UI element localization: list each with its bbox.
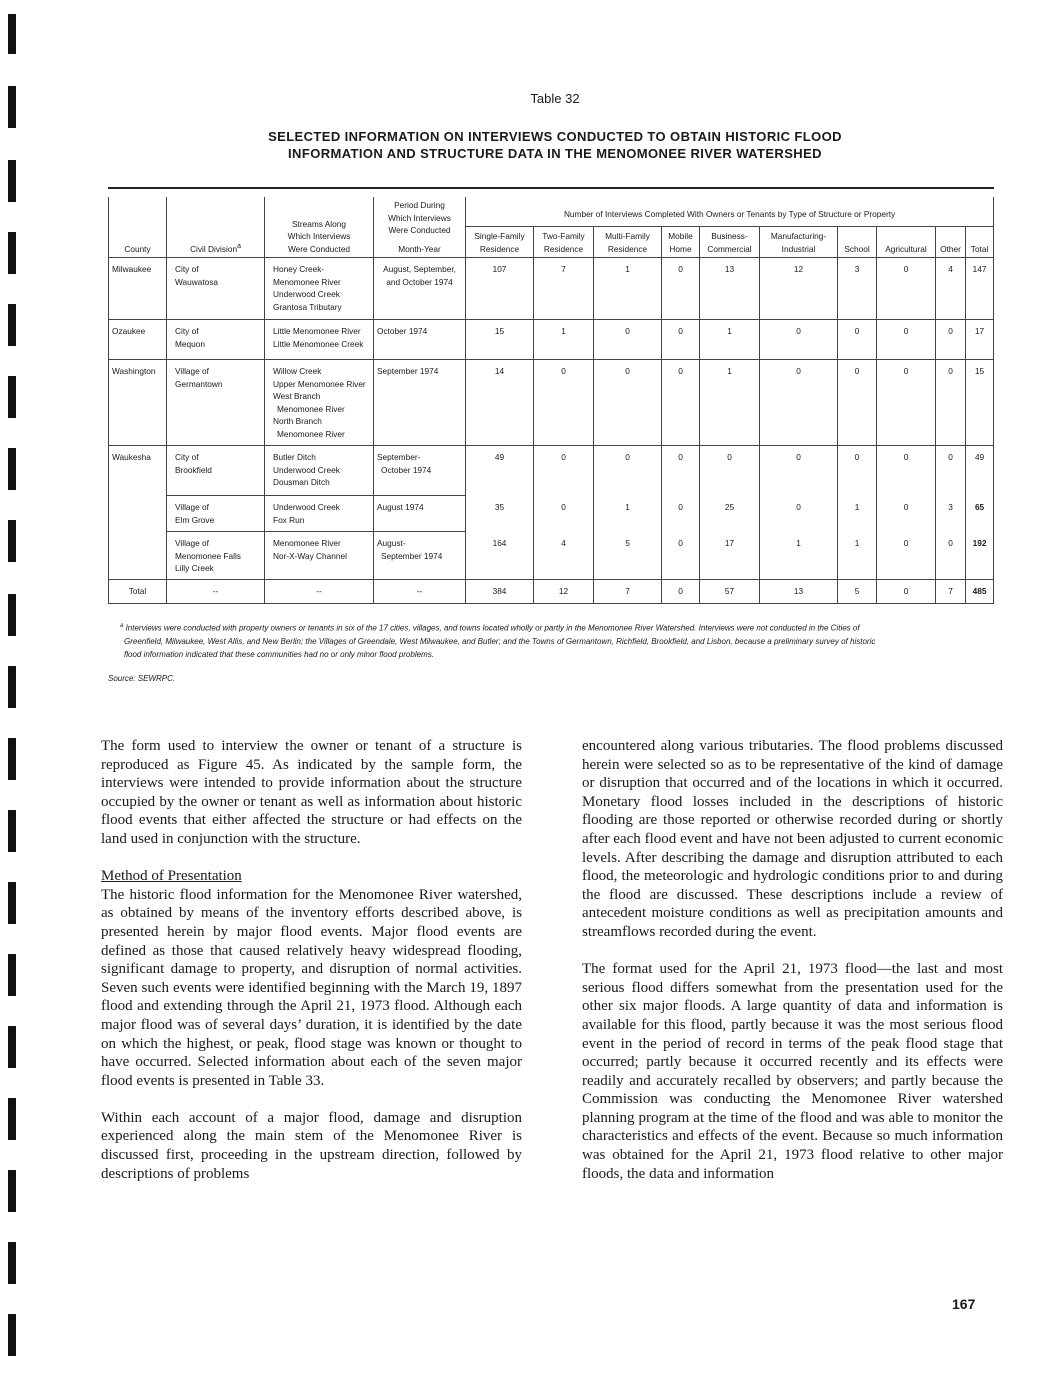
edge-mark (8, 1170, 16, 1212)
value-cell: 0 (936, 446, 966, 496)
table-source: Source: SEWRPC. (108, 674, 176, 683)
total-value-cell: 0 (877, 580, 936, 604)
edge-mark (8, 882, 16, 924)
value-cell: 0 (760, 496, 838, 532)
value-cell: 0 (936, 532, 966, 580)
header-school: School (838, 227, 877, 258)
value-cell: 0 (877, 320, 936, 360)
value-cell: 192 (966, 532, 994, 580)
county-cell: Milwaukee (109, 258, 167, 320)
table-row (109, 446, 994, 496)
table-row (109, 320, 994, 360)
edge-mark (8, 1026, 16, 1068)
header-streams: Streams Along Which Interviews Were Conducted (265, 197, 374, 258)
value-cell: 12 (760, 258, 838, 320)
value-cell: 65 (966, 496, 994, 532)
value-cell: 35 (466, 496, 534, 532)
value-cell: 1 (838, 496, 877, 532)
edge-mark (8, 520, 16, 562)
value-cell: 1 (594, 496, 662, 532)
header-mobile-home: Mobile Home (662, 227, 700, 258)
value-cell: 1 (838, 532, 877, 580)
total-value-cell: 57 (700, 580, 760, 604)
header-other: Other (936, 227, 966, 258)
value-cell: 0 (760, 446, 838, 496)
body-column-left (101, 737, 522, 1202)
value-cell: 164 (466, 532, 534, 580)
edge-mark (8, 448, 16, 490)
value-cell: 17 (966, 320, 994, 360)
value-cell: 0 (662, 446, 700, 496)
value-cell: 0 (838, 360, 877, 446)
period-cell: August 1974 (374, 496, 466, 532)
civil-division-cell: Village of Menomonee Falls Lilly Creek (167, 532, 265, 580)
streams-cell: Little Menomonee River Little Menomonee Creek (265, 320, 374, 360)
total-value-cell: 12 (534, 580, 594, 604)
streams-cell: Butler Ditch Underwood Creek Dousman Ditch (265, 446, 374, 496)
county-cell: Ozaukee (109, 320, 167, 360)
value-cell: 15 (466, 320, 534, 360)
edge-mark (8, 594, 16, 636)
value-cell: 49 (966, 446, 994, 496)
value-cell: 0 (594, 446, 662, 496)
total-row (109, 580, 994, 604)
section-heading: Method of Presentation (101, 868, 242, 885)
county-cell: Waukesha (109, 446, 167, 496)
value-cell: 0 (594, 360, 662, 446)
county-cell (109, 532, 167, 580)
value-cell: 0 (877, 496, 936, 532)
value-cell: 3 (838, 258, 877, 320)
total-value-cell: 7 (936, 580, 966, 604)
value-cell: 147 (966, 258, 994, 320)
total-period-cell: -- (374, 580, 466, 604)
total-value-cell: 5 (838, 580, 877, 604)
value-cell: 17 (700, 532, 760, 580)
total-streams-cell: -- (265, 580, 374, 604)
value-cell: 1 (534, 320, 594, 360)
total-value-cell: 0 (662, 580, 700, 604)
header-multi-family: Multi-Family Residence (594, 227, 662, 258)
interview-table (108, 197, 994, 604)
header-manufacturing: Manufacturing- Industrial (760, 227, 838, 258)
table-number: Table 32 (530, 91, 580, 106)
body-column-right (582, 737, 1003, 1202)
value-cell: 4 (936, 258, 966, 320)
value-cell: 0 (838, 446, 877, 496)
value-cell: 15 (966, 360, 994, 446)
value-cell: 0 (877, 532, 936, 580)
total-value-cell: 13 (760, 580, 838, 604)
streams-cell: Willow Creek Upper Menomonee River West Branch Menomonee River North Branch Menomonee River (265, 360, 374, 446)
paragraph: Within each account of a major flood, damage and disruption experienced along the main stem of the Menomonee River is discussed first, proceeding in the upstream direction, followed by descriptions of problems (101, 1109, 522, 1182)
header-business: Business- Commercial (700, 227, 760, 258)
value-cell: 1 (760, 532, 838, 580)
value-cell: 0 (760, 360, 838, 446)
total-civil-cell: -- (167, 580, 265, 604)
table-row (109, 258, 994, 320)
page-number: 167 (952, 1296, 976, 1312)
value-cell: 0 (877, 446, 936, 496)
header-two-family: Two-Family Residence (534, 227, 594, 258)
header-single-family: Single-Family Residence (466, 227, 534, 258)
value-cell: 49 (466, 446, 534, 496)
value-cell: 0 (760, 320, 838, 360)
value-cell: 3 (936, 496, 966, 532)
period-cell: September- October 1974 (374, 446, 466, 496)
table-row (109, 360, 994, 446)
table-row (109, 532, 994, 580)
period-cell: August, September, and October 1974 (374, 258, 466, 320)
total-value-cell: 7 (594, 580, 662, 604)
value-cell: 0 (662, 532, 700, 580)
civil-division-cell: City of Wauwatosa (167, 258, 265, 320)
civil-division-cell: City of Brookfield (167, 446, 265, 496)
value-cell: 4 (534, 532, 594, 580)
header-total: Total (966, 227, 994, 258)
header-county: County (109, 197, 167, 258)
paragraph: encountered along various tributaries. The flood problems discussed herein were selected so as to be representative of the kind of damage or disruption that occurred and of the locations in which it occurred. Monetary flood losses included in the descriptions of historic flooding are those reported or otherwise recorded during or shortly after each flood event and have not been adjusted to current economic levels. After describing the damage and disruption attributed to each flood, the meteorologic and hydrologic conditions prior to and during the flood are discussed. These descriptions include a review of antecedent moisture conditions as well as precipitation amounts and streamflows recorded during the event. (582, 738, 1003, 940)
value-cell: 0 (534, 360, 594, 446)
value-cell: 0 (700, 446, 760, 496)
value-cell: 7 (534, 258, 594, 320)
edge-mark (8, 810, 16, 852)
header-period: Period During Which Interviews Were Conducted Month-Year (374, 197, 466, 258)
table-title (0, 128, 1058, 162)
edge-mark (8, 14, 16, 54)
paragraph: The historic flood information for the Menomonee River watershed, as obtained by means of the inventory efforts described above, is presented herein by major flood events. Major flood events are defined as those that caused relatively heavy widespread flooding, significant damage to property, and disruption of normal activities. Seven such events were identified beginning with the March 19, 1897 flood and extending through the April 21, 1973 flood. Although each major flood was of several days’ duration, it is identified by the date on which the highest, or peak, flood stage was known or thought to have occurred. Selected information about each of the seven major flood events is presented in Table 33. (101, 886, 522, 1089)
value-cell: 0 (534, 496, 594, 532)
value-cell: 1 (594, 258, 662, 320)
table-top-rule (108, 187, 994, 189)
streams-cell: Underwood Creek Fox Run (265, 496, 374, 532)
edge-mark (8, 304, 16, 346)
header-agricultural: Agricultural (877, 227, 936, 258)
value-cell: 107 (466, 258, 534, 320)
period-cell: August- September 1974 (374, 532, 466, 580)
value-cell: 0 (877, 360, 936, 446)
county-cell: Washington (109, 360, 167, 446)
value-cell: 0 (936, 360, 966, 446)
edge-mark (8, 954, 16, 996)
edge-mark (8, 376, 16, 418)
table-footnote: $^a$ Interviews were conducted with property owners or tenants in six of the 17 cities, villages, and towns located wholly or partly in the Menomonee River Watershed. Interviews were not conducted in the Cities of Greenfield, Milwaukee, West Allis, and New Berlin; the Villages of Greendale, West Milwaukee, and Butler; and the Towns of Germantown, Richfield, Brookfield, and Lisbon, because a preliminary survey of historic flood information indicated that these communities had no or only minor flood problems. (120, 623, 876, 659)
total-label: Total (109, 580, 167, 604)
county-cell (109, 496, 167, 532)
edge-mark (8, 160, 16, 202)
table-row (109, 496, 994, 532)
header-number-group: Number of Interviews Completed With Owners or Tenants by Type of Structure or Property (466, 197, 994, 227)
value-cell: 0 (662, 320, 700, 360)
total-value-cell: 384 (466, 580, 534, 604)
value-cell: 5 (594, 532, 662, 580)
value-cell: 0 (662, 258, 700, 320)
civil-division-cell: Village of Elm Grove (167, 496, 265, 532)
edge-mark (8, 1098, 16, 1140)
value-cell: 0 (877, 258, 936, 320)
value-cell: 0 (838, 320, 877, 360)
streams-cell: Honey Creek- Menomonee River Underwood Creek Grantosa Tributary (265, 258, 374, 320)
value-cell: 14 (466, 360, 534, 446)
total-value-cell: 485 (966, 580, 994, 604)
value-cell: 0 (662, 360, 700, 446)
streams-cell: Menomonee River Nor-X-Way Channel (265, 532, 374, 580)
table-title-line-2: INFORMATION AND STRUCTURE DATA IN THE MENOMONEE RIVER WATERSHED (288, 146, 822, 161)
value-cell: 1 (700, 320, 760, 360)
period-cell: October 1974 (374, 320, 466, 360)
edge-mark (8, 1242, 16, 1284)
edge-mark (8, 232, 16, 274)
civil-division-cell: Village of Germantown (167, 360, 265, 446)
value-cell: 13 (700, 258, 760, 320)
paragraph: The form used to interview the owner or tenant of a structure is reproduced as Figure 45. As indicated by the sample form, the interviews were intended to provide information about the structure occupied by the owner or tenant as well as information about historic flood events that either affected the structure or had effects on the land used in conjunction with the structure. (101, 738, 522, 847)
paragraph: The format used for the April 21, 1973 flood—the last and most serious flood differs somewhat from the presentation used for the other six major floods. A large quantity of data and information is available for this flood, partly because it was the most serious flood event in the period of record in terms of the peak flood stage that occurred; partly because it occurred recently and its effects were readily and accurately recalled by observers; and partly because the Commission was conducting the Menomonee River watershed planning program at the time of the flood and was able to monitor the characteristics and effects of the event. Because so much information was obtained for the April 21, 1973 flood relative to other major floods, the data and information (582, 961, 1003, 1182)
period-cell: September 1974 (374, 360, 466, 446)
civil-division-cell: City of Mequon (167, 320, 265, 360)
value-cell: 0 (534, 446, 594, 496)
value-cell: 0 (594, 320, 662, 360)
value-cell: 25 (700, 496, 760, 532)
value-cell: 0 (936, 320, 966, 360)
header-civil-division: Civil Division$^a$ (167, 197, 265, 258)
edge-mark (8, 666, 16, 708)
value-cell: 1 (700, 360, 760, 446)
table-title-line-1: SELECTED INFORMATION ON INTERVIEWS CONDUCTED TO OBTAIN HISTORIC FLOOD (268, 129, 842, 144)
value-cell: 0 (662, 496, 700, 532)
edge-mark (8, 738, 16, 780)
edge-mark (8, 1314, 16, 1356)
